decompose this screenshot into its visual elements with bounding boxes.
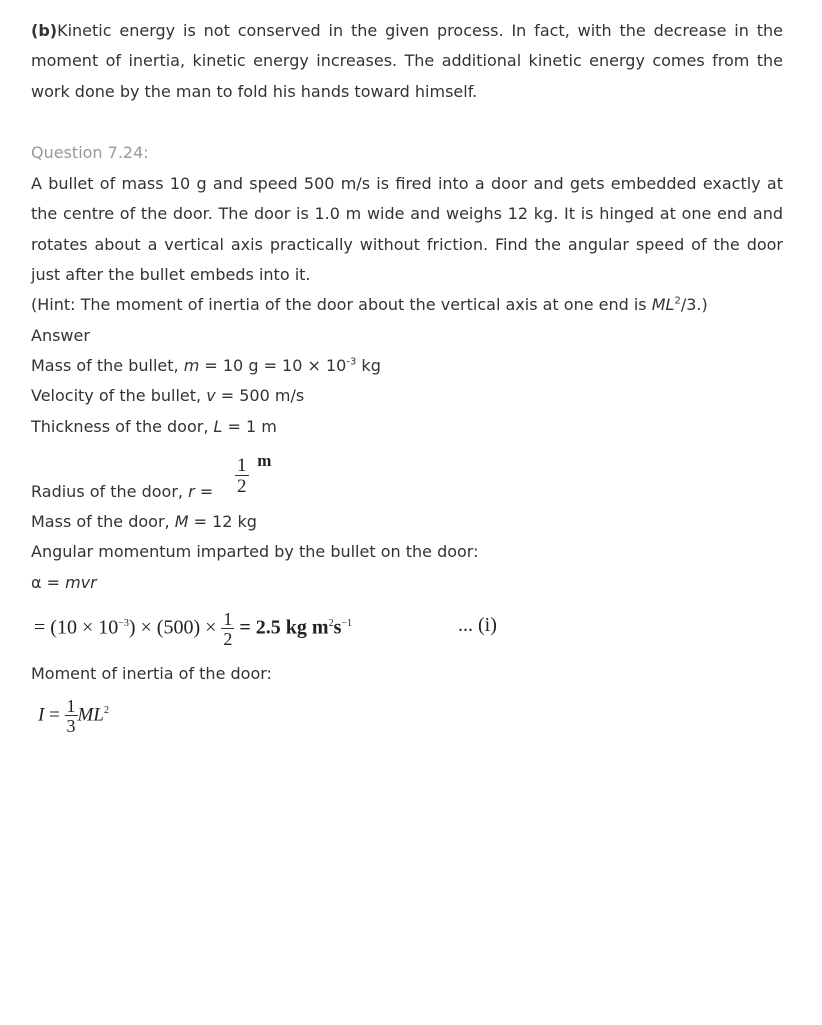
moi-label: Moment of inertia of the door:	[31, 664, 272, 683]
question-hint: (Hint: The moment of inertia of the door about the vertical axis at one end is $ML^2/3$.)	[31, 295, 708, 314]
mass-bullet-line: Mass of the bullet, m = 10 $g = 10 \times 10^{-3}$ kg	[31, 356, 381, 375]
question-heading: Question 7.24:	[31, 143, 149, 162]
angular-momentum-label: Angular momentum imparted by the bullet on the door:	[31, 542, 479, 561]
part-b-label: (b)	[31, 21, 58, 40]
answer-heading: Answer	[31, 326, 90, 345]
part-b-paragraph	[31, 16, 783, 107]
radius-fraction: $\frac{1}{2}$ m	[237, 451, 272, 497]
velocity-line: Velocity of the bullet, v = 500 m/s	[31, 386, 305, 405]
equation-tag: ... (i)	[458, 614, 497, 636]
angular-momentum-calc: = $(10 \times 10^{-3}) \times (500)$ × $\frac{1}{2}$ = 2.5 kg $m^2s^{-1}$	[34, 609, 353, 649]
alpha-equation: α = mvr	[31, 573, 97, 592]
question-text: A bullet of mass 10 g and speed 500 m/s is fired into a door and gets embedded exactly at the centre of the door. The door is 1.0 m wide and weighs 12 kg. It is hinged at one end and rotates about a vertical axis practically without friction. Find the angular speed of the door just after the bullet embeds into it.	[31, 174, 783, 284]
thickness-line: Thickness of the door, L = 1 m	[31, 417, 277, 436]
mass-door-line: Mass of the door, M = 12 kg	[31, 512, 257, 531]
radius-line: Radius of the door, r =	[31, 482, 214, 501]
moi-equation: I = $\frac{1}{3}$ $ML^2$	[38, 696, 109, 736]
part-b-text: Kinetic energy is not conserved in the given process. In fact, with the decrease in the moment of inertia, kinetic energy increases. The additional kinetic energy comes from the work done by the man to fold his hands toward himself.	[31, 21, 783, 101]
